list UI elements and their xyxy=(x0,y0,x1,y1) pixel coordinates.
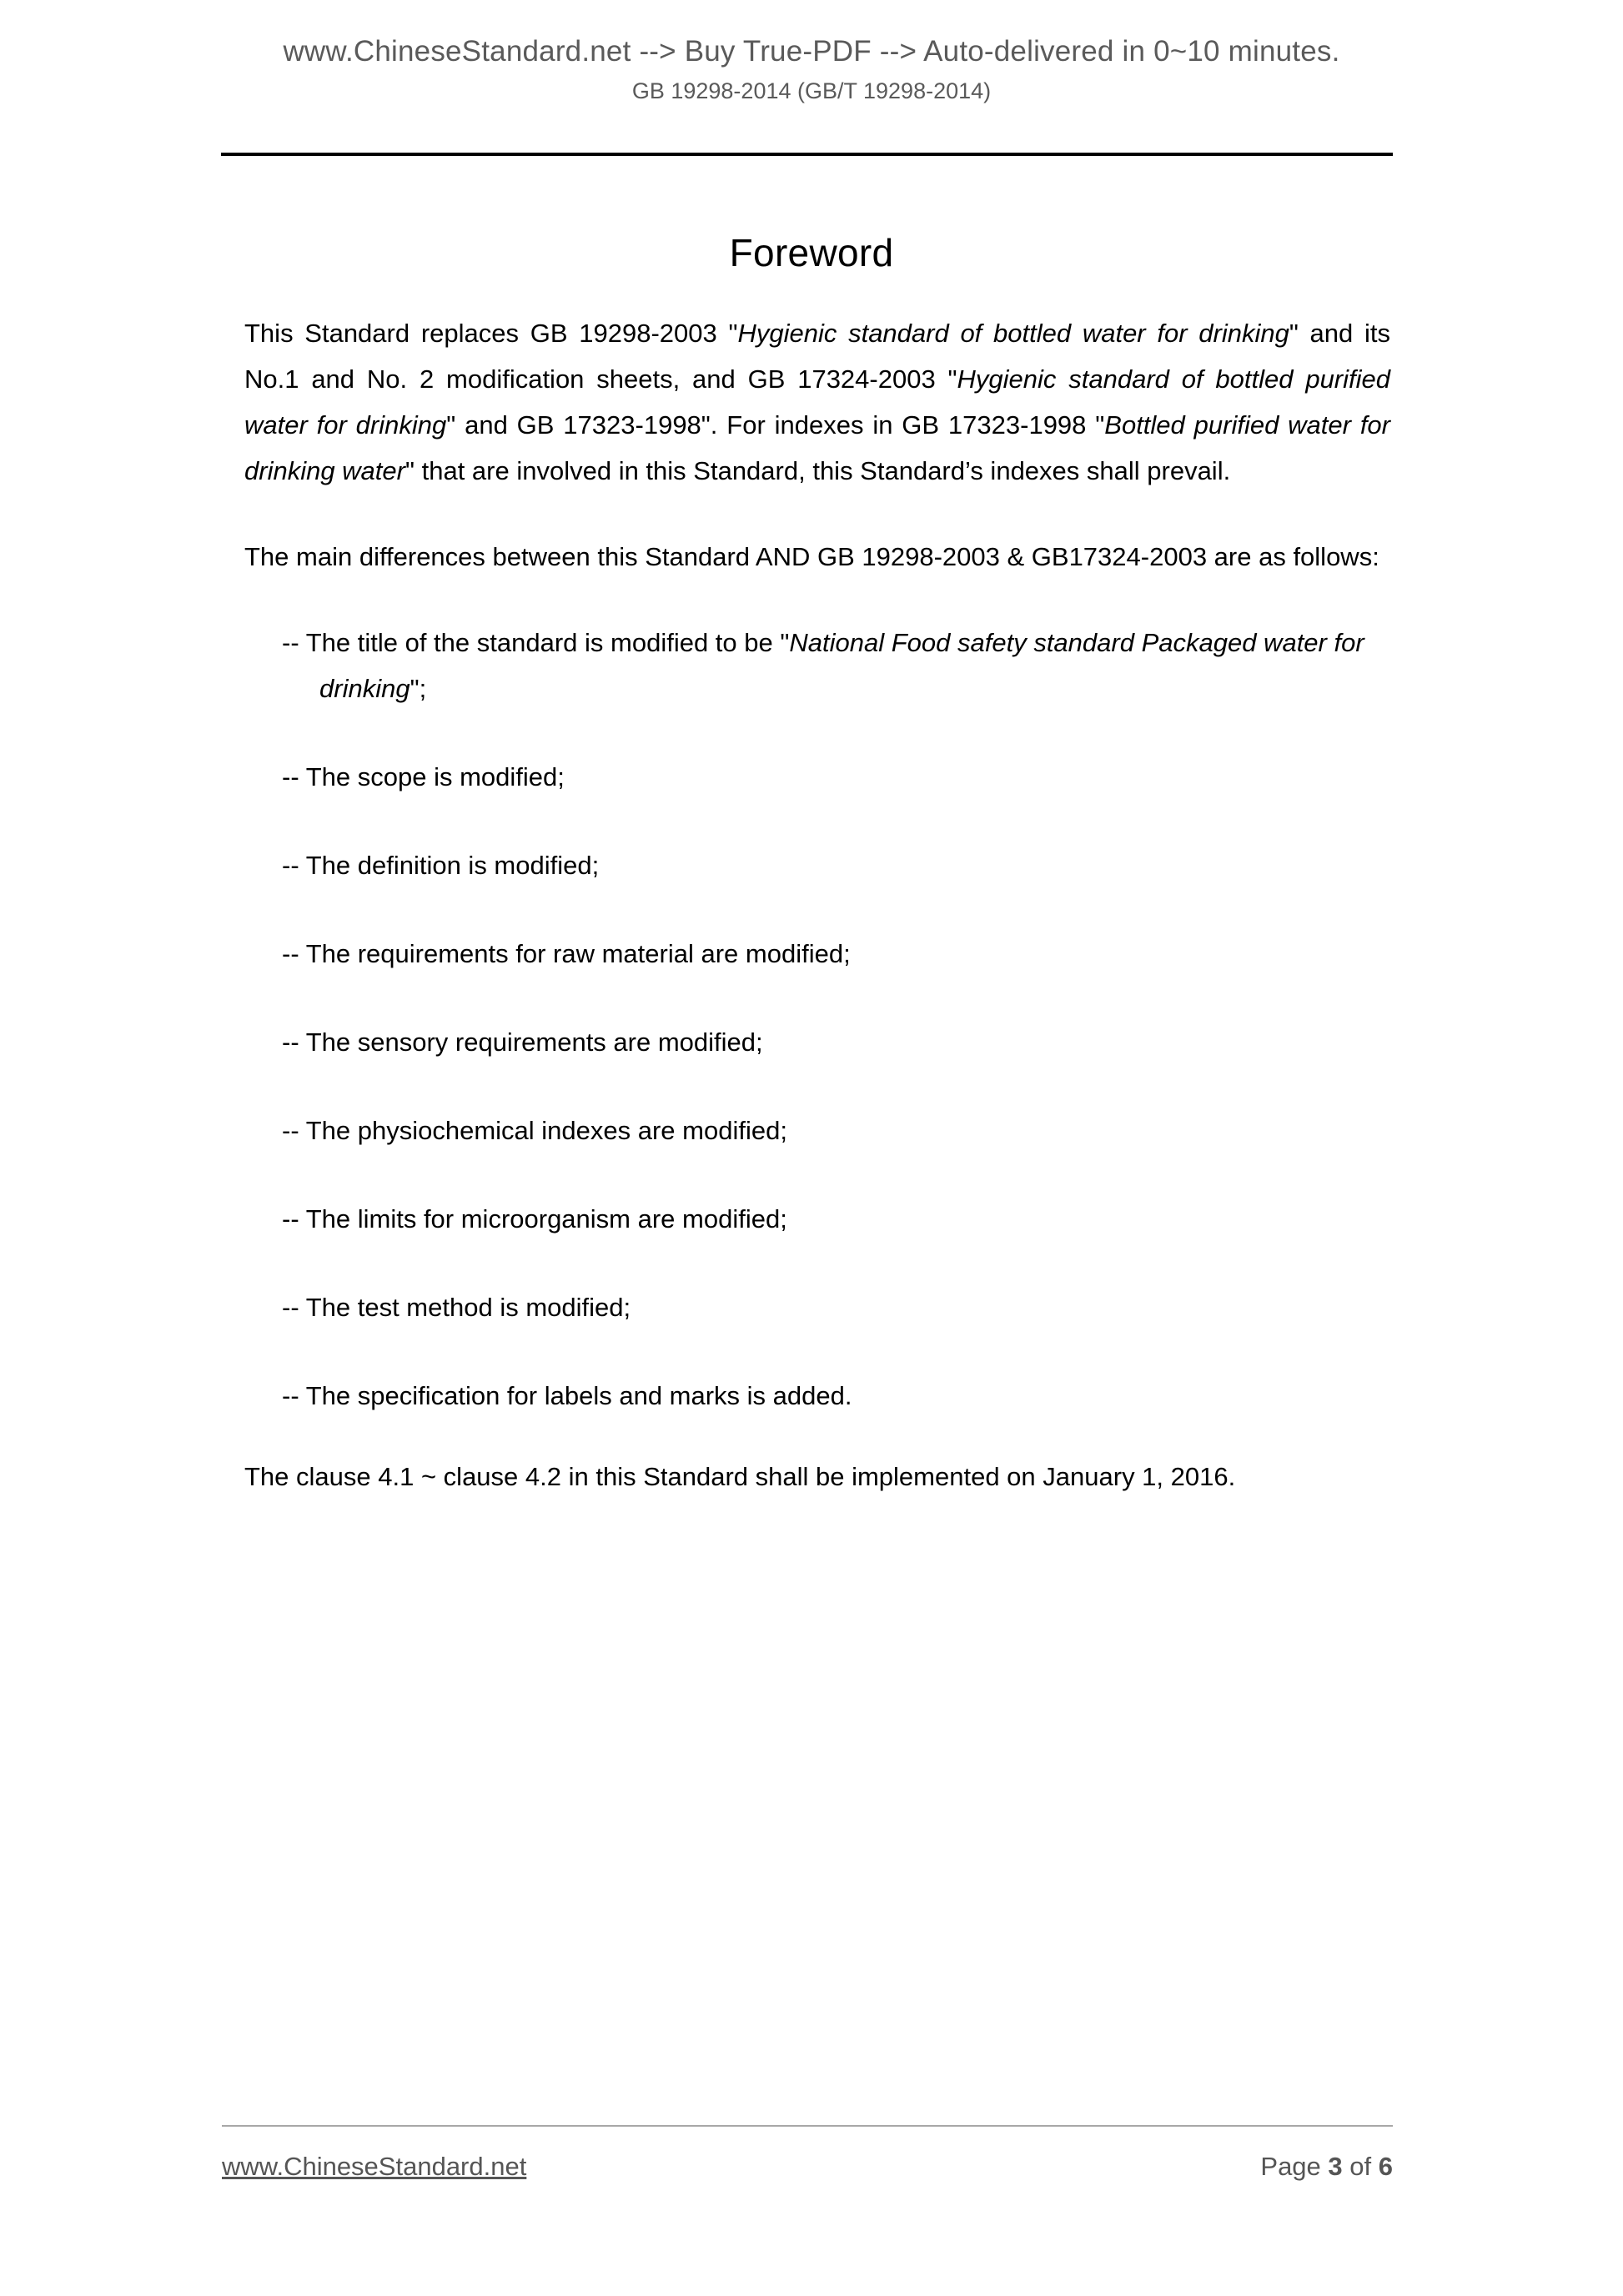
para1-italic-1: Hygienic standard of bottled water for drinking xyxy=(737,319,1289,348)
list-item xyxy=(244,1108,1390,1153)
bullet-4-pre: -- The sensory requirements are modified; xyxy=(282,1027,763,1057)
bullet-3-pre: -- The requirements for raw material are modified; xyxy=(282,939,851,968)
document-body xyxy=(244,310,1390,1500)
footer-website-link[interactable]: www.ChineseStandard.net xyxy=(222,2152,527,2181)
list-item xyxy=(244,754,1390,800)
bullet-0-post: "; xyxy=(410,674,427,703)
list-item xyxy=(244,842,1390,888)
para1-segment-3: " and GB 17323-1998". For indexes in GB 17323-1998 " xyxy=(446,410,1105,440)
page-title: Foreword xyxy=(729,230,894,274)
standard-number-text: GB 19298-2014 (GB/T 19298-2014) xyxy=(631,78,992,103)
page-middle-label: of xyxy=(1342,2152,1379,2181)
list-item xyxy=(244,931,1390,977)
paragraph-replaces-standards xyxy=(244,310,1390,494)
list-item xyxy=(244,1373,1390,1419)
page-total-number: 6 xyxy=(1378,2152,1393,2181)
bullet-5-pre: -- The physiochemical indexes are modified; xyxy=(282,1116,787,1145)
differences-list xyxy=(244,620,1390,1419)
bullet-8-pre: -- The specification for labels and marks is added. xyxy=(282,1381,852,1410)
list-item xyxy=(244,620,1390,711)
promo-banner-text: www.ChineseStandard.net --> Buy True-PDF --> Auto-delivered in 0~10 minutes. xyxy=(283,35,1340,68)
bullet-2-pre: -- The definition is modified; xyxy=(282,851,600,880)
bullet-0-italic: National Food safety standard Packaged water for drinking xyxy=(319,628,1364,703)
bullet-7-pre: -- The test method is modified; xyxy=(282,1293,631,1322)
paragraph-implementation-date: The clause 4.1 ~ clause 4.2 in this Standard shall be implemented on January 1, 2016. xyxy=(244,1462,1236,1491)
document-footer xyxy=(222,2152,1393,2182)
para1-italic-3: Bottled purified water for drinking water xyxy=(244,410,1390,485)
para1-segment-2: " and its No.1 and No. 2 modification sheets, and GB 17324-2003 " xyxy=(244,319,1391,394)
para1-segment-4: " that are involved in this Standard, this Standard’s indexes shall prevail. xyxy=(404,456,1231,485)
bullet-6-pre: -- The limits for microorganism are modified; xyxy=(282,1204,787,1233)
document-header xyxy=(0,33,1623,104)
list-item xyxy=(244,1196,1390,1242)
bullet-1-pre: -- The scope is modified; xyxy=(282,762,565,791)
paragraph-main-differences: The main differences between this Standard AND GB 19298-2003 & GB17324-2003 are as follows: xyxy=(244,542,1379,571)
page-current-number: 3 xyxy=(1328,2152,1343,2181)
list-item xyxy=(244,1019,1390,1065)
page-prefix-label: Page xyxy=(1260,2152,1329,2181)
footer-page-number xyxy=(1260,2152,1393,2182)
para1-segment-1: This Standard replaces GB 19298-2003 " xyxy=(244,319,738,348)
list-item xyxy=(244,1284,1390,1330)
header-divider-rule xyxy=(221,153,1393,156)
para1-italic-2: Hygienic standard of bottled purified water for drinking xyxy=(244,364,1390,440)
bullet-0-pre: -- The title of the standard is modified to be " xyxy=(282,628,790,657)
footer-divider-rule xyxy=(222,2125,1393,2127)
